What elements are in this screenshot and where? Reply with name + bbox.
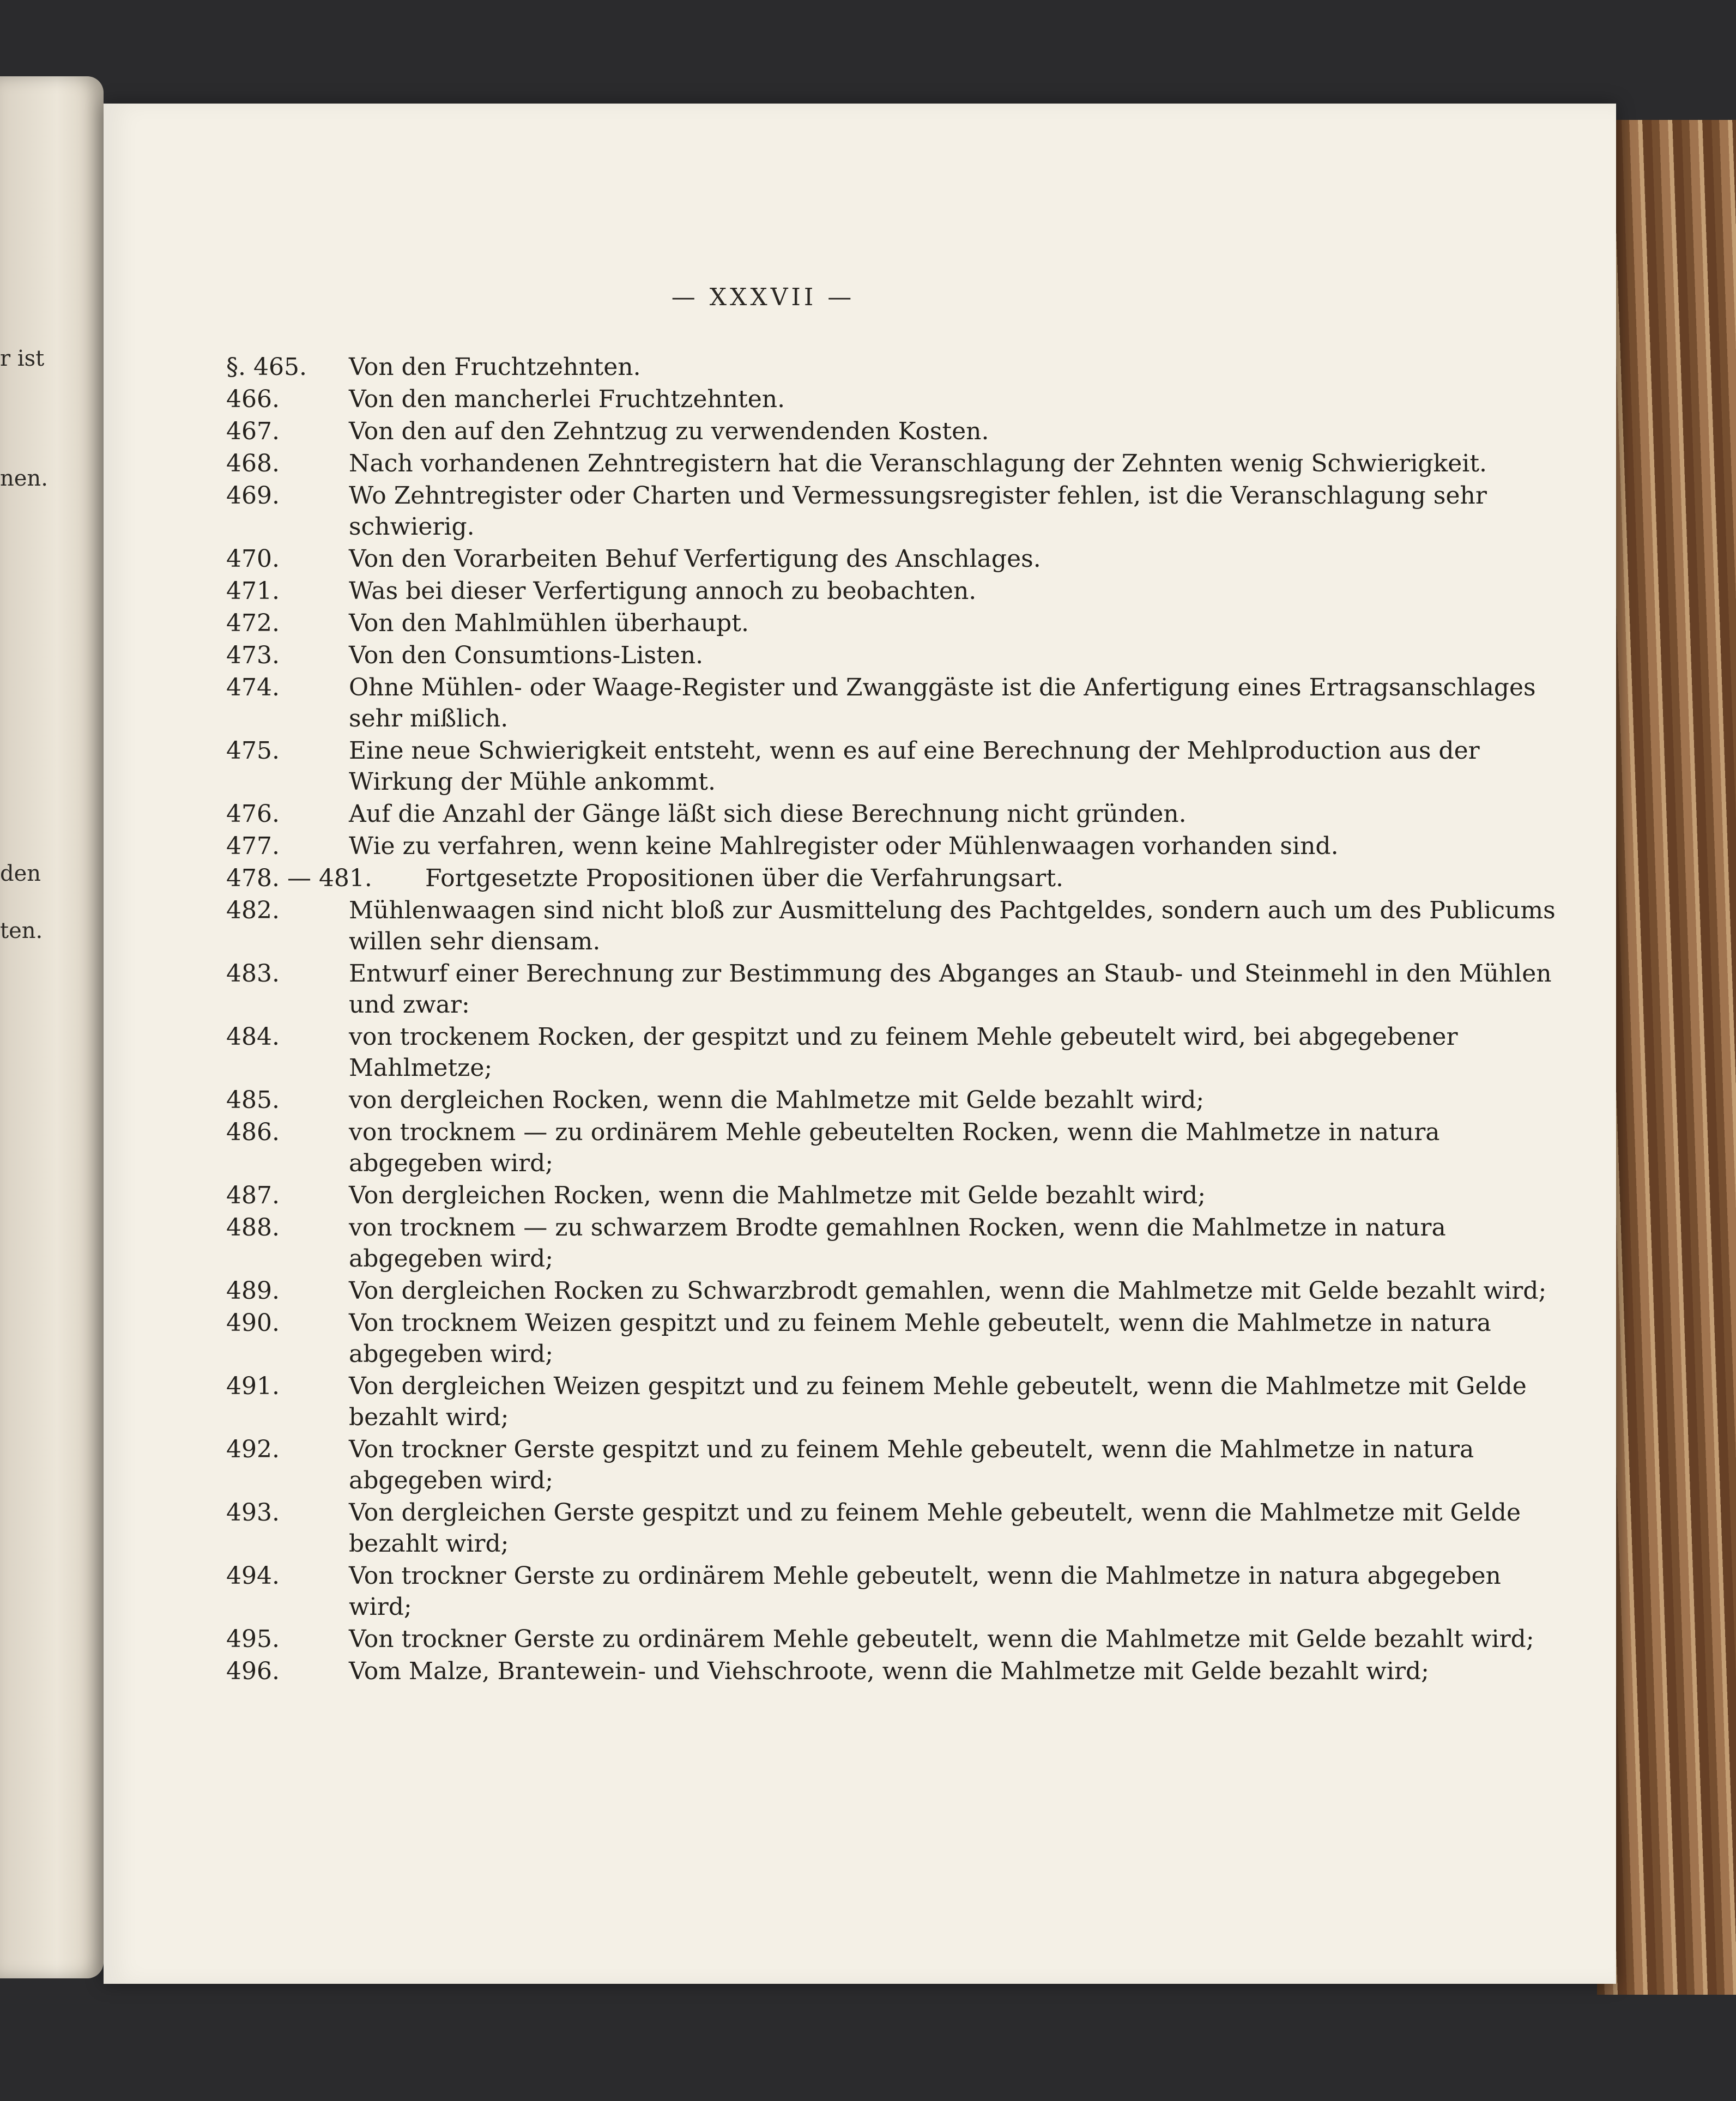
left-page-fragment: nen.	[0, 466, 48, 491]
section-number: 490.	[226, 1309, 280, 1337]
toc-entry	[226, 576, 1556, 607]
section-number: 475.	[226, 737, 280, 765]
toc-entry	[226, 1117, 1556, 1179]
section-title: Auf die Anzahl der Gänge läßt sich diese Berechnung nicht gründen.	[349, 800, 1187, 828]
section-number: 488.	[226, 1214, 280, 1242]
section-number: 472.	[226, 609, 280, 637]
toc-entry	[226, 895, 1556, 957]
left-page-edge	[0, 76, 104, 1978]
toc-entry	[226, 1497, 1556, 1559]
section-title: Von den Consumtions-Listen.	[349, 641, 704, 669]
section-title: von trocknem — zu schwarzem Brodte gemahlnen Rocken, wenn die Mahlmetze in natura abgegeben wird;	[349, 1214, 1446, 1273]
section-number: 477.	[226, 832, 280, 860]
section-number: 468.	[226, 450, 280, 477]
left-page-fragment: den	[0, 861, 41, 886]
section-number: 473.	[226, 641, 280, 669]
toc-entry	[226, 1656, 1556, 1687]
section-number: 474.	[226, 674, 280, 701]
section-title: Von dergleichen Rocken zu Schwarzbrodt gemahlen, wenn die Mahlmetze mit Gelde bezahlt wird;	[349, 1277, 1547, 1305]
toc-entry	[226, 480, 1556, 542]
section-number: 485.	[226, 1086, 280, 1114]
toc-entry	[226, 543, 1556, 574]
section-number: 466.	[226, 385, 280, 413]
section-title: Von trockner Gerste zu ordinärem Mehle gebeutelt, wenn die Mahlmetze in natura abgegeben wird;	[349, 1562, 1501, 1621]
section-title: Von den mancherlei Fruchtzehnten.	[349, 385, 785, 413]
toc-entry	[226, 1212, 1556, 1274]
toc-entry	[226, 640, 1556, 671]
section-number: 484.	[226, 1023, 280, 1051]
section-number: §. 465.	[226, 353, 307, 381]
toc-entry	[226, 1021, 1556, 1083]
toc-entry	[226, 798, 1556, 829]
section-title: Von dergleichen Weizen gespitzt und zu feinem Mehle gebeutelt, wenn die Mahlmetze mit Gelde bezahlt wird;	[349, 1372, 1527, 1431]
section-number: 469.	[226, 482, 280, 510]
book-page	[104, 104, 1616, 1984]
section-title: von dergleichen Rocken, wenn die Mahlmetze mit Gelde bezahlt wird;	[349, 1086, 1205, 1114]
toc-entry	[226, 608, 1556, 639]
section-number: 494.	[226, 1562, 280, 1590]
section-title: Von den Fruchtzehnten.	[349, 353, 641, 381]
section-title: Nach vorhandenen Zehntregistern hat die Veranschlagung der Zehnten wenig Schwierigkeit.	[349, 450, 1487, 477]
page-header: — XXXVII —	[671, 283, 855, 311]
section-number: 495.	[226, 1625, 280, 1653]
toc-entry	[226, 672, 1556, 734]
section-title: Von den auf den Zehntzug zu verwendenden Kosten.	[349, 417, 989, 445]
left-page-fragment: ten.	[0, 918, 43, 943]
section-number: 483.	[226, 960, 280, 988]
section-title: Was bei dieser Verfertigung annoch zu beobachten.	[349, 577, 977, 605]
toc-entry	[226, 1085, 1556, 1116]
toc-entry	[226, 1624, 1556, 1655]
section-title: Von trocknem Weizen gespitzt und zu feinem Mehle gebeutelt, wenn die Mahlmetze in natura abgegeben wird;	[349, 1309, 1491, 1368]
section-number: 493.	[226, 1499, 280, 1527]
section-number: 471.	[226, 577, 280, 605]
toc-entry	[226, 1434, 1556, 1496]
section-title: Ohne Mühlen- oder Waage-Register und Zwanggäste ist die Anfertigung eines Ertragsanschlages sehr mißlich.	[349, 674, 1536, 732]
section-title: Wie zu verfahren, wenn keine Mahlregister oder Mühlenwaagen vorhanden sind.	[349, 832, 1339, 860]
section-title: Fortgesetzte Propositionen über die Verfahrungsart.	[425, 864, 1063, 892]
toc-entry	[226, 863, 1556, 894]
toc-entry	[226, 448, 1556, 479]
section-number: 470.	[226, 545, 280, 573]
toc-entry	[226, 1560, 1556, 1622]
section-title: von trocknem — zu ordinärem Mehle gebeutelten Rocken, wenn die Mahlmetze in natura abgegeben wird;	[349, 1118, 1440, 1177]
toc-entry	[226, 1275, 1556, 1306]
section-number: 482.	[226, 897, 280, 924]
section-title: Von trockner Gerste gespitzt und zu feinem Mehle gebeutelt, wenn die Mahlmetze in natura abgegeben wird;	[349, 1436, 1474, 1494]
section-number: 476.	[226, 800, 280, 828]
section-number: 489.	[226, 1277, 280, 1305]
section-number: 478. — 481.	[226, 864, 372, 892]
section-title: Von den Mahlmühlen überhaupt.	[349, 609, 749, 637]
toc-entry	[226, 831, 1556, 862]
toc-entry	[226, 384, 1556, 415]
section-number: 467.	[226, 417, 280, 445]
toc-entry	[226, 1371, 1556, 1433]
section-title: Mühlenwaagen sind nicht bloß zur Ausmittelung des Pachtgeldes, sondern auch um des Publicums willen sehr diensam.	[349, 897, 1556, 955]
toc-entry	[226, 416, 1556, 447]
section-title: Wo Zehntregister oder Charten und Vermessungsregister fehlen, ist die Veranschlagung sehr schwierig.	[349, 482, 1487, 541]
section-title: Von trockner Gerste zu ordinärem Mehle gebeutelt, wenn die Mahlmetze mit Gelde bezahlt wird;	[349, 1625, 1534, 1653]
section-number: 491.	[226, 1372, 280, 1400]
section-title: Eine neue Schwierigkeit entsteht, wenn es auf eine Berechnung der Mehlproduction aus der Wirkung der Mühle ankommt.	[349, 737, 1480, 796]
section-title: Von den Vorarbeiten Behuf Verfertigung des Anschlages.	[349, 545, 1041, 573]
toc-entry	[226, 352, 1556, 383]
table-of-contents	[226, 352, 1556, 1688]
section-title: Von dergleichen Gerste gespitzt und zu feinem Mehle gebeutelt, wenn die Mahlmetze mit Gelde bezahlt wird;	[349, 1499, 1521, 1558]
section-number: 487.	[226, 1182, 280, 1209]
toc-entry	[226, 1180, 1556, 1211]
toc-entry	[226, 958, 1556, 1020]
section-title: Vom Malze, Brantewein- und Viehschroote, wenn die Mahlmetze mit Gelde bezahlt wird;	[349, 1657, 1429, 1685]
section-title: von trockenem Rocken, der gespitzt und zu feinem Mehle gebeutelt wird, bei abgegebener Mahlmetze;	[349, 1023, 1458, 1082]
section-number: 486.	[226, 1118, 280, 1146]
toc-entry	[226, 1307, 1556, 1370]
section-number: 496.	[226, 1657, 280, 1685]
section-title: Entwurf einer Berechnung zur Bestimmung des Abganges an Staub- und Steinmehl in den Mühlen und zwar:	[349, 960, 1552, 1019]
section-number: 492.	[226, 1436, 280, 1463]
section-title: Von dergleichen Rocken, wenn die Mahlmetze mit Gelde bezahlt wird;	[349, 1182, 1206, 1209]
toc-entry	[226, 735, 1556, 797]
left-page-fragment: r ist	[0, 346, 45, 371]
